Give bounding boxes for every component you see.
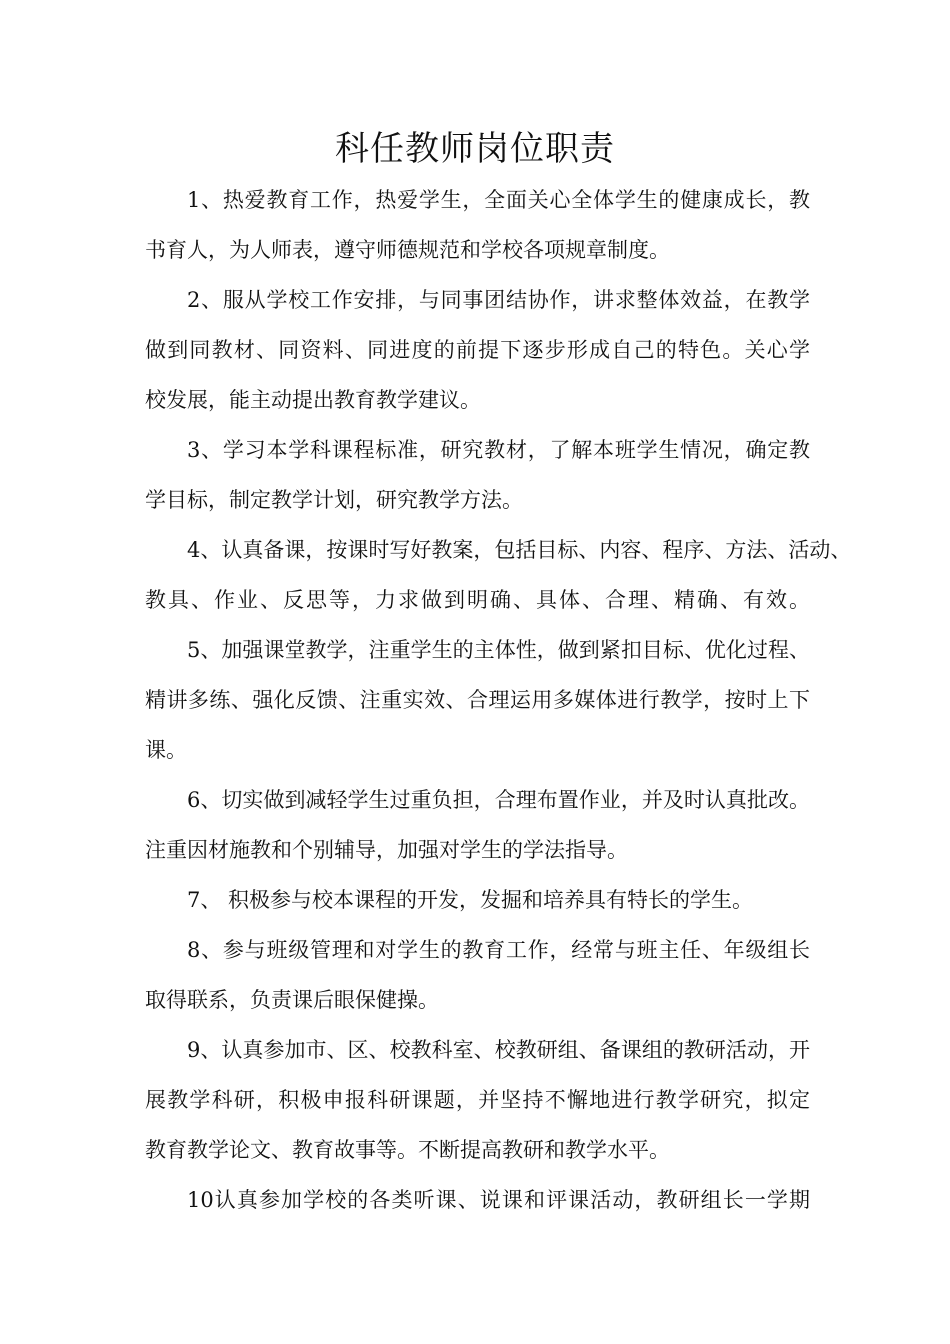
item-4-line-2: 教具、作业、反思等，力求做到明确、具体、合理、精确、有效。 xyxy=(145,588,810,612)
item-2-line-3: 校发展，能主动提出教育教学建议。 xyxy=(145,388,481,412)
item-4-line-1: 4、认真备课，按课时写好教案，包括目标、内容、程序、方法、活动、 xyxy=(187,538,852,562)
item-8-line-2: 取得联系，负责课后眼保健操。 xyxy=(145,988,439,1012)
item-8-line-1: 8、参与班级管理和对学生的教育工作，经常与班主任、年级组长 xyxy=(187,938,810,962)
item-6-line-2: 注重因材施教和个别辅导，加强对学生的学法指导。 xyxy=(145,838,628,862)
item-3-line-1: 3、学习本学科课程标准，研究教材，了解本班学生情况，确定教 xyxy=(187,438,810,462)
item-3-line-2: 学目标，制定教学计划，研究教学方法。 xyxy=(145,488,523,512)
document-body xyxy=(145,175,852,1225)
item-5-line-3: 课。 xyxy=(145,738,187,762)
item-5-line-2: 精讲多练、强化反馈、注重实效、合理运用多媒体进行教学，按时上下 xyxy=(145,688,810,712)
item-6-line-1: 6、切实做到减轻学生过重负担，合理布置作业，并及时认真批改。 xyxy=(187,788,810,812)
document-title: 科任教师岗位职责 xyxy=(335,129,615,169)
item-2-line-2: 做到同教材、同资料、同进度的前提下逐步形成自己的特色。关心学 xyxy=(145,338,810,362)
item-9-line-1: 9、认真参加市、区、校教科室、校教研组、备课组的教研活动，开 xyxy=(187,1038,810,1062)
item-7-line-1: 7、 积极参与校本课程的开发，发掘和培养具有特长的学生。 xyxy=(187,888,754,912)
item-5-line-1: 5、加强课堂教学，注重学生的主体性，做到紧扣目标、优化过程、 xyxy=(187,638,810,662)
item-2-line-1: 2、服从学校工作安排，与同事团结协作，讲求整体效益，在教学 xyxy=(187,288,810,312)
item-9-line-3: 教育教学论文、教育故事等。不断提高教研和教学水平。 xyxy=(145,1138,670,1162)
item-1-line-2: 书育人，为人师表，遵守师德规范和学校各项规章制度。 xyxy=(145,238,670,262)
item-10-line-1: 10认真参加学校的各类听课、说课和评课活动，教研组长一学期 xyxy=(187,1188,810,1212)
item-9-line-2: 展教学科研，积极申报科研课题，并坚持不懈地进行教学研究，拟定 xyxy=(145,1088,810,1112)
item-1-line-1: 1、热爱教育工作，热爱学生，全面关心全体学生的健康成长，教 xyxy=(187,188,810,212)
